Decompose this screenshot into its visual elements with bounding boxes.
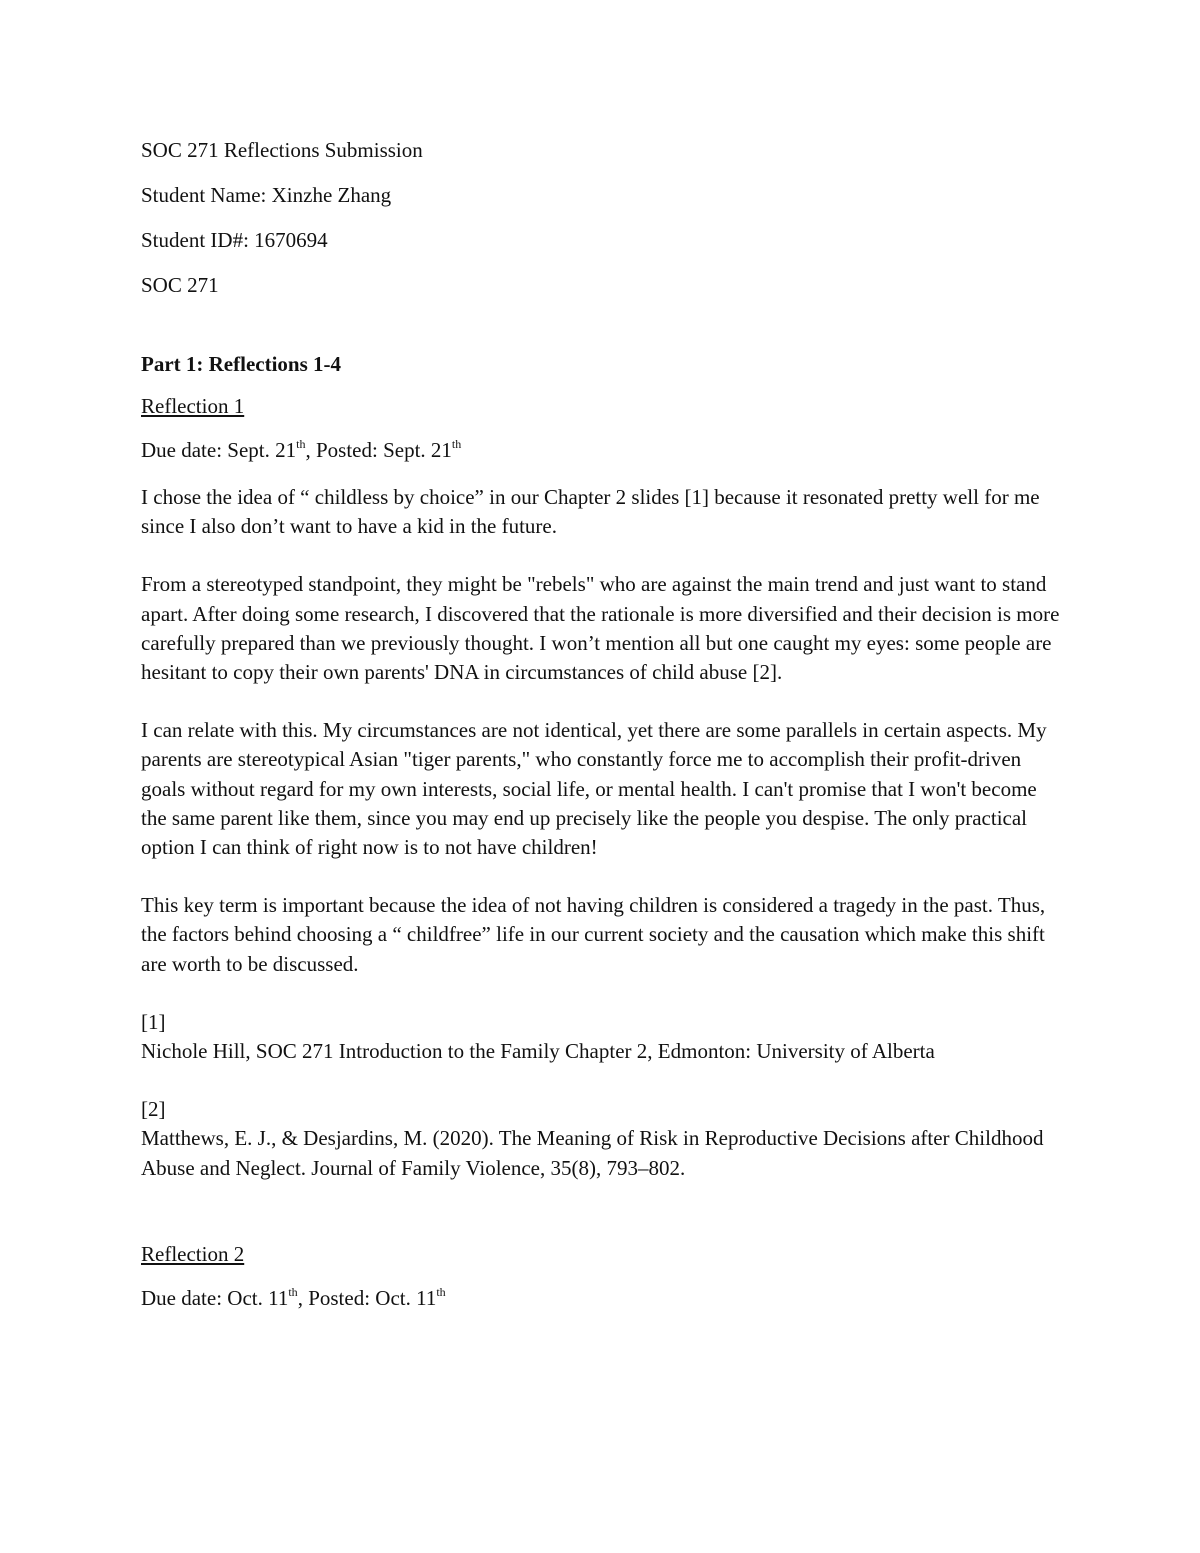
reference-text: Nichole Hill, SOC 271 Introduction to the Family Chapter 2, Edmonton: University of Alberta — [141, 1039, 935, 1064]
posted-date-suffix: th — [451, 437, 462, 451]
reference-1 — [141, 1008, 1061, 1066]
paragraph: This key term is important because the idea of not having children is considered a tragedy in the past. Thus, the factors behind choosing a “ childfree” life in our current society and the causation which make this shift are worth to be discussed. — [141, 893, 1046, 976]
due-date-text: Due date: Oct. 11 — [141, 1285, 289, 1310]
document-title: SOC 271 Reflections Submission — [141, 138, 423, 162]
reference-2 — [141, 1095, 1061, 1183]
document-body — [141, 138, 1061, 1331]
reflection-2-title: Reflection 2 — [141, 1241, 245, 1266]
reflection-1-title: Reflection 1 — [141, 394, 245, 418]
posted-date-suffix: th — [436, 1284, 446, 1299]
due-date-suffix: th — [296, 437, 306, 451]
paragraph: I chose the idea of “ childless by choice” in our Chapter 2 slides [1] because it resonated pretty well for me since I also don’t want to have a kid in the future. — [141, 485, 1040, 539]
reference-number: [1] — [141, 1009, 166, 1034]
part-heading: Part 1: Reflections 1-4 — [141, 352, 342, 376]
student-name: Student Name: Xinzhe Zhang — [141, 183, 392, 207]
due-date-suffix: th — [288, 1284, 298, 1299]
reflection-1-due-line — [141, 438, 1061, 462]
paragraph: I can relate with this. My circumstances are not identical, yet there are some parallels in certain aspects. My parents are stereotypical Asian "tiger parents," who constantly force me to accomplish their profit-driven goals without regard for my own interests, social life, or mental health. I can't promise that I won't become the same parent like them, since you may end up precisely like the people you despise. The only practical option I can think of right now is to not have children! — [141, 718, 1047, 860]
posted-date-text: , Posted: Oct. 11 — [297, 1285, 437, 1310]
reference-text: Matthews, E. J., & Desjardins, M. (2020). The Meaning of Risk in Reproductive Decisions after Childhood Abuse and Neglect. Journal of Family Violence, 35(8), 793–802. — [141, 1126, 1044, 1180]
course-code: SOC 271 — [141, 273, 219, 297]
reflection-2-due-line — [141, 1286, 1061, 1310]
student-id: Student ID#: 1670694 — [141, 228, 328, 252]
reference-number: [2] — [141, 1097, 166, 1122]
posted-date-text: , Posted: Sept. 21 — [305, 438, 452, 462]
due-date-text: Due date: Sept. 21 — [141, 438, 297, 462]
paragraph: From a stereotyped standpoint, they might be "rebels" who are against the main trend and just want to stand apart. After doing some research, I discovered that the rationale is more diversified and their decision is more carefully prepared than we previously thought. I won’t mention all but one caught my eyes: some people are hesitant to copy their own parents' DNA in circumstances of child abuse [2]. — [141, 572, 1060, 685]
